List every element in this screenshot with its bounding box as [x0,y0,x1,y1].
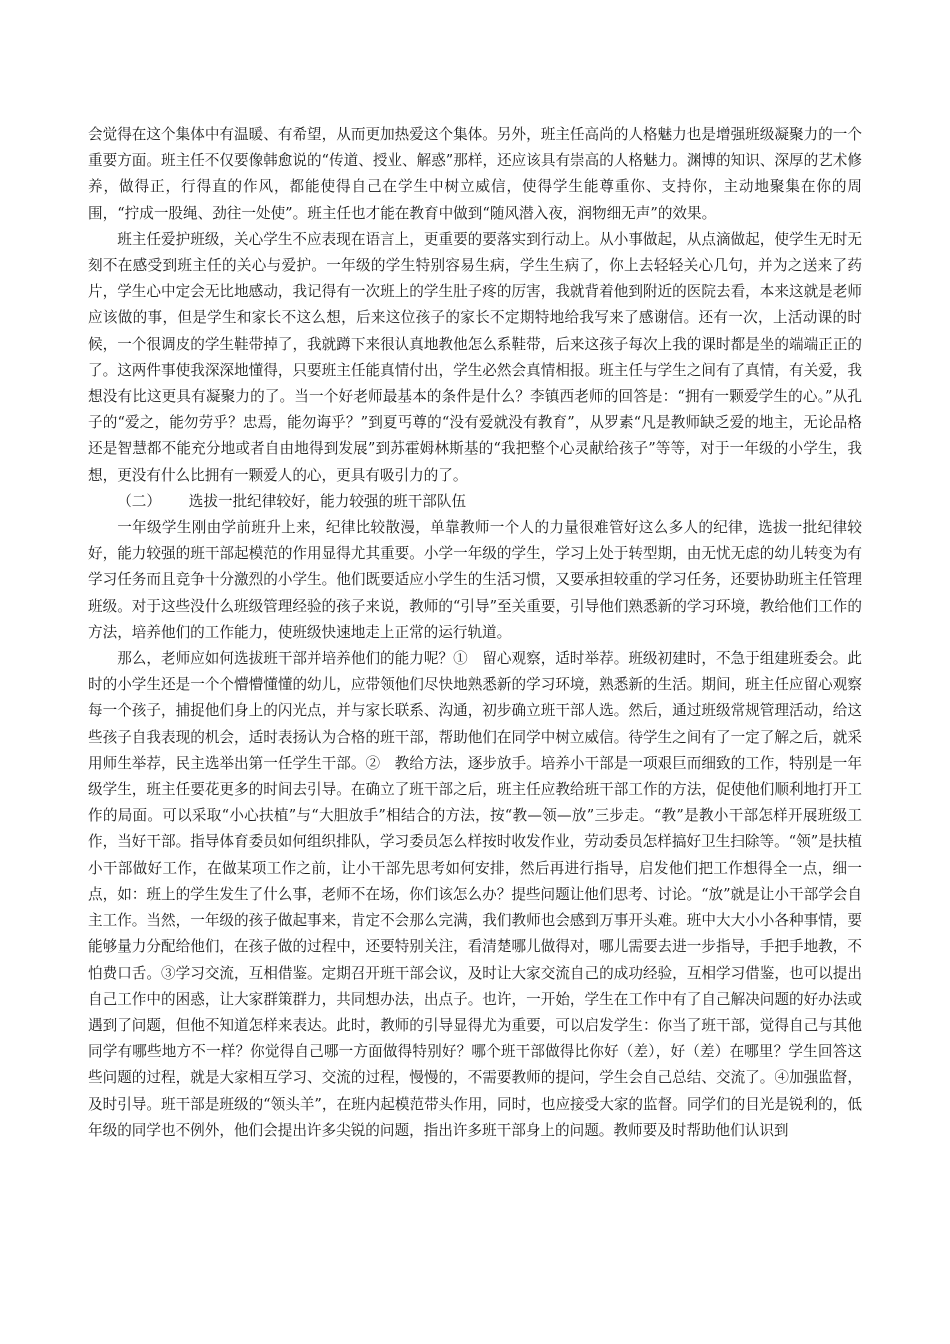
paragraph-train-cadres: 那么，老师应如何选拔班干部并培养他们的能力呢？① 留心观察，适时举荐。班级初建时，不急于组建班委会。此时的小学生还是一个个懵懵懂懂的幼儿，应带领他们尽快地熟悉新的学习环境，熟悉新的生活。期间，班主任应留心观察每一个孩子，捕捉他们身上的闪光点，并与家长联系、沟通，初步确立班干部人选。然后，通过班级常规管理活动，给这些孩子自我表现的机会，适时表扬认为合格的班干部，帮助他们在同学中树立威信。待学生之间有了一定了解之后，就采用师生举荐，民主选举出第一任学生干部。② 教给方法，逐步放手。培养小干部是一项艰巨而细致的工作，特别是一年级学生，班主任要花更多的时间去引导。在确立了班干部之后，班主任应教给班干部工作的方法，促使他们顺利地打开工作的局面。可以采取“小心扶植”与“大胆放手”相结合的方法，按“教—领—放”三步走。“教”是教小干部怎样开展班级工作，当好干部。指导体育委员如何组织排队，学习委员怎么样按时收发作业，劳动委员怎样搞好卫生扫除等。“领”是扶植小干部做好工作，在做某项工作之前，让小干部先思考如何安排，然后再进行指导，启发他们把工作想得全一点，细一点，如：班上的学生发生了什么事，老师不在场，你们该怎么办？提些问题让他们思考、讨论。“放”就是让小干部学会自主工作。当然，一年级的孩子做起事来，肯定不会那么完满，我们教师也会感到万事开头难。班中大大小小各种事情，要能够量力分配给他们，在孩子做的过程中，还要特别关注，看清楚哪儿做得对，哪儿需要去进一步指导，手把手地教，不怕费口舌。③学习交流，互相借鉴。定期召开班干部会议，及时让大家交流自己的成功经验，互相学习借鉴，也可以提出自己工作中的困惑，让大家群策群力，共同想办法，出点子。也许，一开始，学生在工作中有了自己解决问题的好办法或遇到了问题，但他不知道怎样来表达。此时，教师的引导显得尤为重要，可以启发学生：你当了班干部，觉得自己与其他同学有哪些地方不一样？你觉得自己哪一方面做得特别好？哪个班干部做得比你好（差），好（差）在哪里？学生回答这些问题的过程，就是大家相互学习、交流的过程，慢慢的，不需要教师的提问，学生会自己总结、交流了。④加强监督，及时引导。班干部是班级的“领头羊”，在班内起模范带头作用，同时，也应接受大家的监督。同学们的目光是锐利的，低年级的同学也不例外，他们会提出许多尖锐的问题，指出许多班干部身上的问题。教师要及时帮助他们认识到 [88,650,862,1139]
paragraph-teacher-care: 班主任爱护班级，关心学生不应表现在语言上，更重要的要落实到行动上。从小事做起，从点滴做起，使学生无时无刻不在感受到班主任的关心与爱护。一年级的学生特别容易生病，学生生病了，你上去轻轻关心几句，并为之送来了药片，学生心中定会无比地感动，我记得有一次班上的学生肚子疼的厉害，我就背着他到附近的医院去看，本来这就是老师应该做的事，但是学生和家长不这么想，后来这位孩子的家长不定期特地给我写来了感谢信。还有一次，上活动课的时候，一个很调皮的学生鞋带掉了，我就蹲下来很认真地教他怎么系鞋带，后来这孩子每次上我的课时都是坐的端端正正的了。这两件事使我深深地懂得，只要班主任能真情付出，学生必然会真情相报。班主任与学生之间有了真情，有关爱，我想没有比这更具有凝聚力的了。当一个好老师最基本的条件是什么？李镇西老师的回答是：“拥有一颗爱学生的心。”从孔子的“爱之，能勿劳乎？忠焉，能勿诲乎？”到夏丐尊的“没有爱就没有教育”，从罗素“凡是教师缺乏爱的地主，无论品格还是智慧都不能充分地或者自由地得到发展”到苏霍姆林斯基的“我把整个心灵献给孩子”等等，对于一年级的小学生，我想，更没有什么比拥有一颗爱人的心，更具有吸引力的了。 [88,230,862,484]
section-heading-2: （二） 选拔一批纪律较好，能力较强的班干部队伍 [117,492,467,510]
paragraph-class-cohesion: 会觉得在这个集体中有温暖、有希望，从而更加热爱这个集体。另外，班主任高尚的人格魅力也是增强班级凝聚力的一个重要方面。班主任不仅要像韩愈说的“传道、授业、解惑”那样，还应该具有崇高的人格魅力。渊博的知识、深厚的艺术修养，做得正，行得直的作风，都能使得自己在学生中树立威信，使得学生能尊重你、支持你，主动地聚集在你的周围，“拧成一股绳、劲往一处使”。班主任也才能在教育中做到“随风潜入夜，润物细无声”的效果。 [88,126,862,222]
document-page [88,122,862,1144]
paragraph-select-cadres: 一年级学生刚由学前班升上来，纪律比较散漫，单靠教师一个人的力量很难管好这么多人的纪律，选拔一批纪律较好，能力较强的班干部起模范的作用显得尤其重要。小学一年级的学生，学习上处于转型期，由无忧无虑的幼儿转变为有学习任务而且竞争十分激烈的小学生。他们既要适应小学生的生活习惯，又要承担较重的学习任务，还要协助班主任管理班级。对于这些没什么班级管理经验的孩子来说，教师的“引导”至关重要，引导他们熟悉新的学习环境，教给他们工作的方法，培养他们的工作能力，使班级快速地走上正常的运行轨道。 [88,519,862,641]
